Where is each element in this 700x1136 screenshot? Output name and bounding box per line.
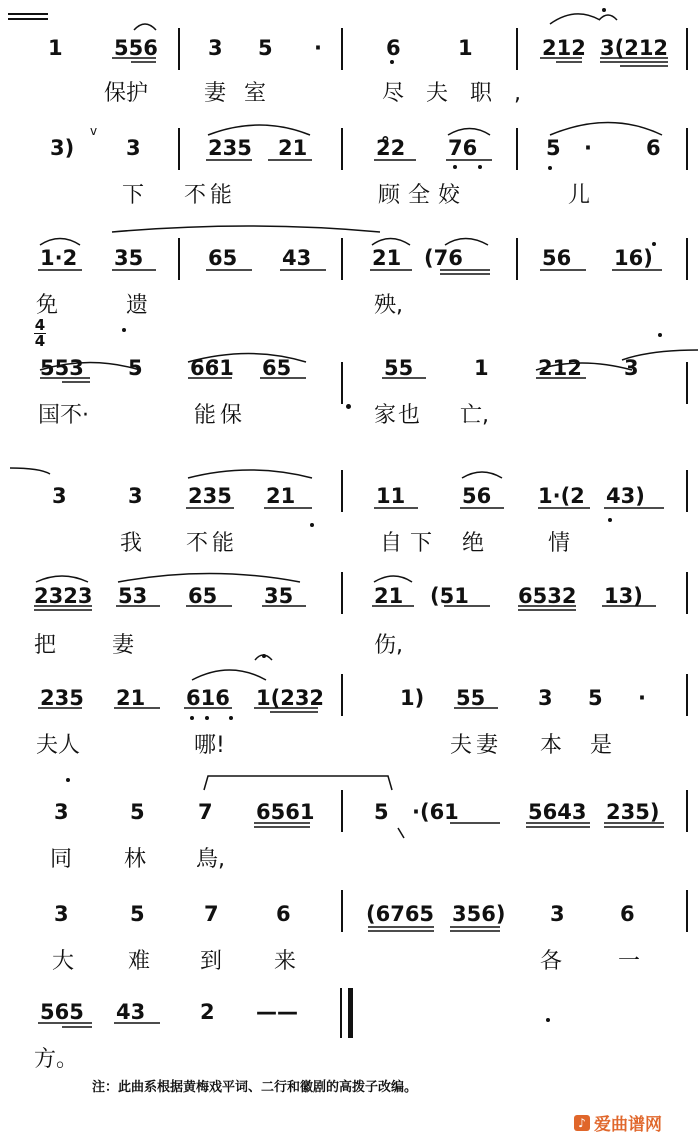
bar-line [686, 572, 688, 614]
note: 5 [588, 686, 603, 710]
lyric: 自下 [380, 531, 441, 556]
bar-line [686, 674, 688, 716]
music-note-icon: ♪ [574, 1115, 590, 1131]
bar-line [516, 238, 518, 280]
note: 1(232 [256, 686, 325, 710]
lyric: 我 [120, 531, 143, 556]
bar-line [686, 28, 688, 70]
note: 212 [538, 356, 582, 380]
note: 5 [546, 136, 561, 160]
lyric: 大 [52, 949, 75, 974]
note: 3 [550, 902, 565, 926]
lyric: 各 [540, 949, 563, 974]
bar-line [516, 128, 518, 170]
bar-line [516, 28, 518, 70]
note: 35 [264, 584, 294, 608]
note: 6 [646, 136, 661, 160]
bar-line [341, 128, 343, 170]
lyric: 国不· [38, 403, 89, 428]
note: 55 [456, 686, 486, 710]
note: 43 [282, 246, 312, 270]
note: 21 [372, 246, 402, 270]
note: · [314, 36, 322, 60]
bar-line [178, 238, 180, 280]
note: 3 [52, 484, 67, 508]
bar-line [341, 470, 343, 512]
bar-line [686, 470, 688, 512]
lyric: 殃, [374, 293, 403, 318]
note: 553 [40, 356, 84, 380]
note: 1·2 [40, 246, 78, 270]
bar-line [341, 238, 343, 280]
note: · [584, 136, 592, 160]
note: 53 [118, 584, 148, 608]
bar-line [686, 890, 688, 932]
lyric: 夫妻 [450, 733, 503, 758]
bar-line [341, 890, 343, 932]
lyric: 下 [122, 183, 145, 208]
note: 235 [208, 136, 252, 160]
bar-line [686, 362, 688, 404]
final-bar-thick [348, 988, 353, 1038]
note: 6 [386, 36, 401, 60]
bar-line [686, 128, 688, 170]
note: (51 [430, 584, 469, 608]
note: 2323 [34, 584, 93, 608]
note: 356) [452, 902, 506, 926]
breath-mark: v [90, 124, 98, 138]
note: 43 [116, 1000, 146, 1024]
note: 3 [538, 686, 553, 710]
bar-line [178, 128, 180, 170]
note: 235 [40, 686, 84, 710]
note: 235) [606, 800, 660, 824]
lyric: 遗 [126, 293, 149, 318]
time-signature-top: 4 [34, 316, 46, 334]
note: 212 [542, 36, 586, 60]
note: 13) [604, 584, 643, 608]
lyric: 妻 [112, 633, 135, 658]
note: 235 [188, 484, 232, 508]
note: 1) [400, 686, 425, 710]
note: 56 [542, 246, 572, 270]
note: 3 [128, 484, 143, 508]
lyric: 尽夫职, [382, 81, 543, 106]
note: 16) [614, 246, 653, 270]
lyric: 把 [34, 633, 57, 658]
lyric: 保护 [104, 81, 149, 106]
bar-line [341, 28, 343, 70]
note: 21 [278, 136, 308, 160]
lyric: 来 [274, 949, 297, 974]
lyric: 到 [200, 949, 223, 974]
note: 76 [448, 136, 478, 160]
bar-line [341, 790, 343, 832]
note: (6765 [366, 902, 435, 926]
lyric: 难 [128, 949, 151, 974]
lyric: 不能 [184, 183, 237, 208]
note: 1 [48, 36, 63, 60]
note: 21 [266, 484, 296, 508]
note: 2̊2 [376, 136, 406, 160]
lyric: 绝 [462, 531, 485, 556]
lyric: 儿 [568, 183, 591, 208]
note: 3) [50, 136, 75, 160]
lyric: 一 [618, 949, 641, 974]
note: 2 [200, 1000, 215, 1024]
note: 7 [198, 800, 213, 824]
note: 56 [462, 484, 492, 508]
note: 5 [130, 902, 145, 926]
note: 6561 [256, 800, 315, 824]
lyric: 能保 [194, 403, 247, 428]
footnote: 注：此曲系根据黄梅戏平词、二行和徽剧的高拨子改编。 [92, 1080, 418, 1095]
watermark-text: 爱曲谱网 [594, 1115, 662, 1135]
note: 3 [54, 800, 69, 824]
final-bar-thin [340, 988, 342, 1038]
bar-line [686, 238, 688, 280]
note: 556 [114, 36, 158, 60]
note: 35 [114, 246, 144, 270]
note: 65 [208, 246, 238, 270]
lyric: 林 [124, 847, 147, 872]
note: 21 [116, 686, 146, 710]
bar-line [178, 28, 180, 70]
lyric: 是 [590, 733, 613, 758]
lyric: 伤, [374, 633, 403, 658]
lyric: 同 [50, 847, 73, 872]
bar-line [341, 674, 343, 716]
note: ·(61 [412, 800, 459, 824]
note: 5 [258, 36, 273, 60]
lyric: 夫人 [36, 733, 81, 758]
lyric: 亡, [460, 403, 489, 428]
note: (76 [424, 246, 463, 270]
note: 1 [458, 36, 473, 60]
bar-line [686, 790, 688, 832]
lyric: 鳥, [196, 847, 225, 872]
note: 5 [128, 356, 143, 380]
note: 55 [384, 356, 414, 380]
note: 7 [204, 902, 219, 926]
note: 3 [126, 136, 141, 160]
note: · [638, 686, 646, 710]
note: 43) [606, 484, 645, 508]
bar-line [341, 572, 343, 614]
note: 21 [374, 584, 404, 608]
lyric: 方。 [34, 1047, 79, 1072]
lyric: 妻室 [204, 81, 285, 106]
note: 3 [208, 36, 223, 60]
note: 65 [262, 356, 292, 380]
note: 6 [276, 902, 291, 926]
note: 6 [620, 902, 635, 926]
time-signature [34, 318, 46, 349]
note: 3(212 [600, 36, 669, 60]
note: 65 [188, 584, 218, 608]
note: 565 [40, 1000, 84, 1024]
note: —— [256, 1000, 298, 1024]
note: 616 [186, 686, 230, 710]
watermark [574, 1110, 662, 1135]
ink-dot [346, 404, 351, 409]
lyric: 家也 [374, 403, 423, 428]
note: 11 [376, 484, 406, 508]
lyric: 不能 [186, 531, 239, 556]
note: 1·(2 [538, 484, 585, 508]
note: 6532 [518, 584, 577, 608]
note: 661 [190, 356, 234, 380]
lyric: 本 [540, 733, 563, 758]
lyric: 免 [36, 293, 59, 318]
bar-line [341, 362, 343, 404]
time-signature-bottom: 4 [34, 332, 46, 350]
lyric: 情 [548, 531, 571, 556]
lyric: 哪! [194, 733, 225, 758]
note: 3 [624, 356, 639, 380]
note: 3 [54, 902, 69, 926]
note: 5 [374, 800, 389, 824]
note: 5 [130, 800, 145, 824]
note: 5643 [528, 800, 587, 824]
lyric: 顾全姣 [378, 183, 469, 208]
note: 1 [474, 356, 489, 380]
